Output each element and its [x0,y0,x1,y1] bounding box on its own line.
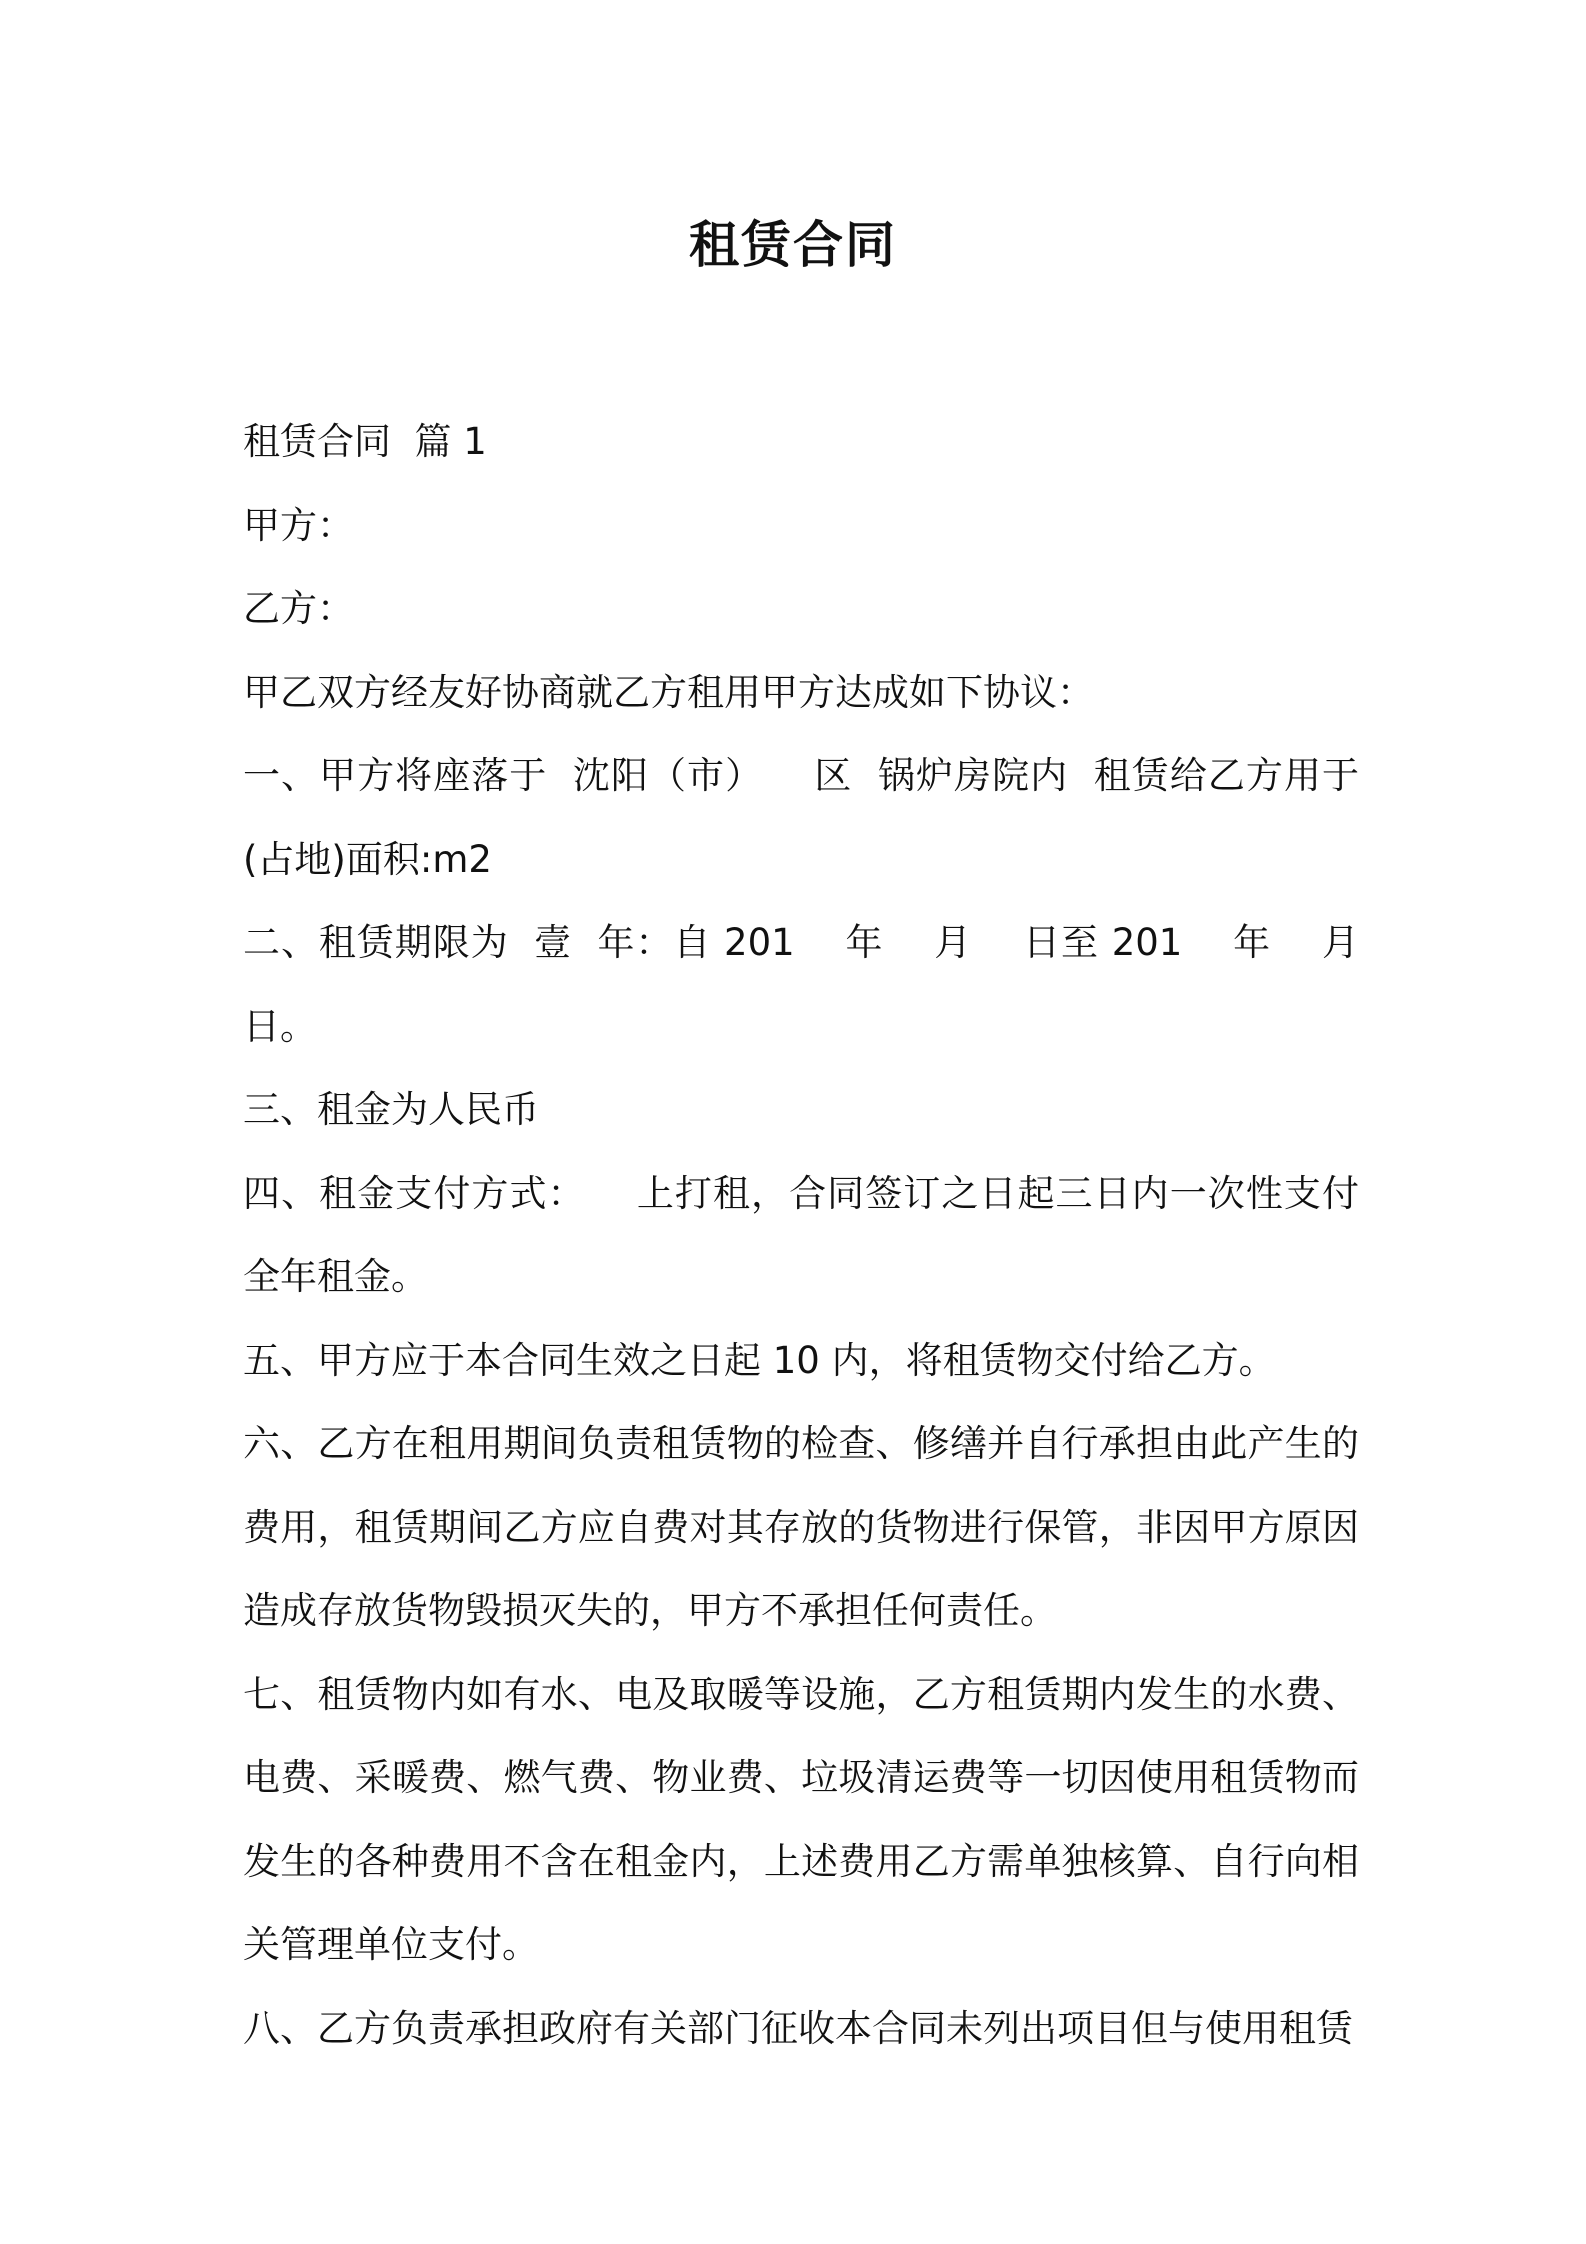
clause-6: 六、乙方在租用期间负责租赁物的检查、修缮并自行承担由此产生的费用，租赁期间乙方应自费对其存放的货物进行保管，非因甲方原因造成存放货物毁损灭失的，甲方不承担任何责任。 [243,1422,1359,1632]
clause-7: 七、租赁物内如有水、电及取暖等设施，乙方租赁期内发生的水费、电费、采暖费、燃气费、物业费、垃圾清运费等一切因使用租赁物而发生的各种费用不含在租金内，上述费用乙方需单独核算、自行向相关管理单位支付。 [243,1672,1359,1966]
clause-2: 二、租赁期限为 壹 年：自 201 年 月 日至 201 年 月日。 [243,921,1359,1048]
clause-5: 五、甲方应于本合同生效之日起 10 内，将租赁物交付给乙方。 [243,1338,1276,1382]
clause-3: 三、租金为人民币 [243,1088,539,1131]
clause-4: 四、租金支付方式： 上打租，合同签订之日起三日内一次性支付全年租金。 [243,1171,1359,1298]
clause-8: 八、乙方负责承担政府有关部门征收本合同未列出项目但与使用租赁 [243,2006,1353,2050]
clause-1: 一、甲方将座落于 沈阳（市） 区 锅炉房院内 租赁给乙方用于 (占地)面积:m2 [243,754,1407,881]
party-a-label: 甲方： [243,503,354,547]
document-title: 租赁合同 [689,216,897,274]
party-b-label: 乙方： [243,587,354,630]
document-body [243,400,1407,2070]
intro-paragraph: 甲乙双方经友好协商就乙方租用甲方达成如下协议： [243,670,1094,714]
document-subtitle: 租赁合同 篇 1 [243,420,487,463]
